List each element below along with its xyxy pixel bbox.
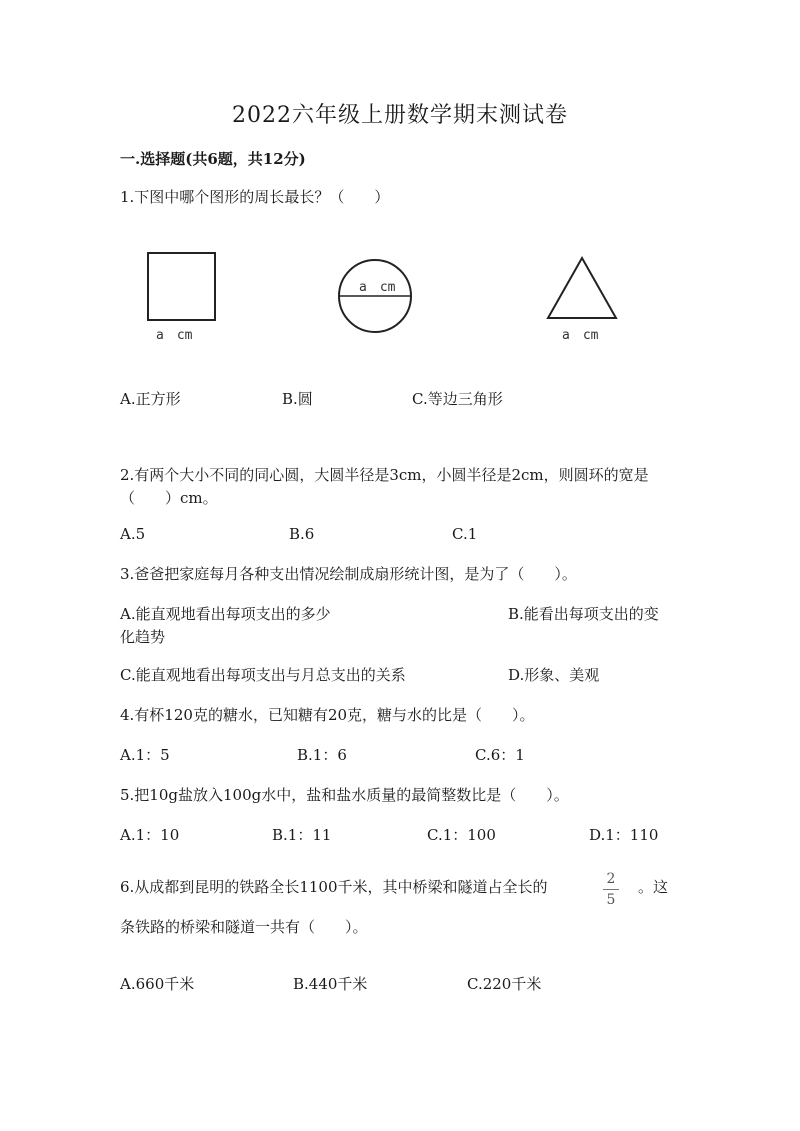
q6-option-b[interactable]: B.440千米 xyxy=(293,975,368,993)
q1-option-a[interactable]: A.正方形 xyxy=(120,390,181,408)
q5-option-a[interactable]: A.1：10 xyxy=(120,826,180,844)
q4-option-a[interactable]: A.1：5 xyxy=(120,746,170,764)
q2-option-b[interactable]: B.6 xyxy=(289,525,315,543)
q2-option-a[interactable]: A.5 xyxy=(120,525,146,543)
q4-option-c[interactable]: C.6：1 xyxy=(475,746,525,764)
q4-option-b[interactable]: B.1：6 xyxy=(297,746,347,764)
question-6-stem-line2: 条铁路的桥梁和隧道一共有（ ）。 xyxy=(120,918,368,936)
q3-option-b[interactable]: B.能看出每项支出的变 xyxy=(508,605,659,623)
q6-option-a[interactable]: A.660千米 xyxy=(120,975,195,993)
fraction-two-fifths xyxy=(603,870,619,909)
circle-label: a cm xyxy=(359,280,396,295)
circle-figure xyxy=(334,255,418,339)
q3-option-b-continued[interactable]: 化趋势 xyxy=(120,628,166,646)
section-heading: 一.选择题(共6题，共12分) xyxy=(120,150,306,168)
question-1-stem: 1.下图中哪个图形的周长最长？（ ） xyxy=(120,188,390,206)
q1-option-c[interactable]: C.等边三角形 xyxy=(412,390,503,408)
fraction-denominator: 5 xyxy=(606,892,616,908)
page-title: 2022六年级上册数学期末测试卷 xyxy=(232,103,568,128)
q3-option-c[interactable]: C.能直观地看出每项支出与月总支出的关系 xyxy=(120,666,406,684)
square-shape xyxy=(148,253,215,320)
question-3-stem: 3.爸爸把家庭每月各种支出情况绘制成扇形统计图，是为了（ ）。 xyxy=(120,565,577,583)
question-6-stem-part2: 。这 xyxy=(638,878,669,896)
triangle-shape xyxy=(548,258,616,318)
triangle-figure xyxy=(540,252,630,324)
square-figure xyxy=(140,245,230,325)
q3-option-d[interactable]: D.形象、美观 xyxy=(508,666,600,684)
q3-option-a[interactable]: A.能直观地看出每项支出的多少 xyxy=(120,605,331,623)
question-4-stem: 4.有杯120克的糖水，已知糖有20克，糖与水的比是（ ）。 xyxy=(120,706,535,724)
q5-option-b[interactable]: B.1：11 xyxy=(272,826,332,844)
question-5-stem: 5.把10g盐放入100g水中，盐和盐水质量的最简整数比是（ ）。 xyxy=(120,786,569,804)
q5-option-d[interactable]: D.1：110 xyxy=(589,826,659,844)
q1-option-b[interactable]: B.圆 xyxy=(282,390,313,408)
fraction-numerator: 2 xyxy=(606,871,616,887)
triangle-label: a cm xyxy=(562,328,599,343)
fraction-bar xyxy=(603,889,619,890)
question-6-stem-part1: 6.从成都到昆明的铁路全长1100千米，其中桥梁和隧道占全长的 xyxy=(120,878,548,896)
question-2-stem-line1: 2.有两个大小不同的同心圆，大圆半径是3cm，小圆半径是2cm，则圆环的宽是 xyxy=(120,466,649,484)
question-2-stem-line2: （ ）cm。 xyxy=(120,489,218,507)
q6-option-c[interactable]: C.220千米 xyxy=(467,975,542,993)
q2-option-c[interactable]: C.1 xyxy=(452,525,478,543)
square-label: a cm xyxy=(156,328,193,343)
q5-option-c[interactable]: C.1：100 xyxy=(427,826,496,844)
